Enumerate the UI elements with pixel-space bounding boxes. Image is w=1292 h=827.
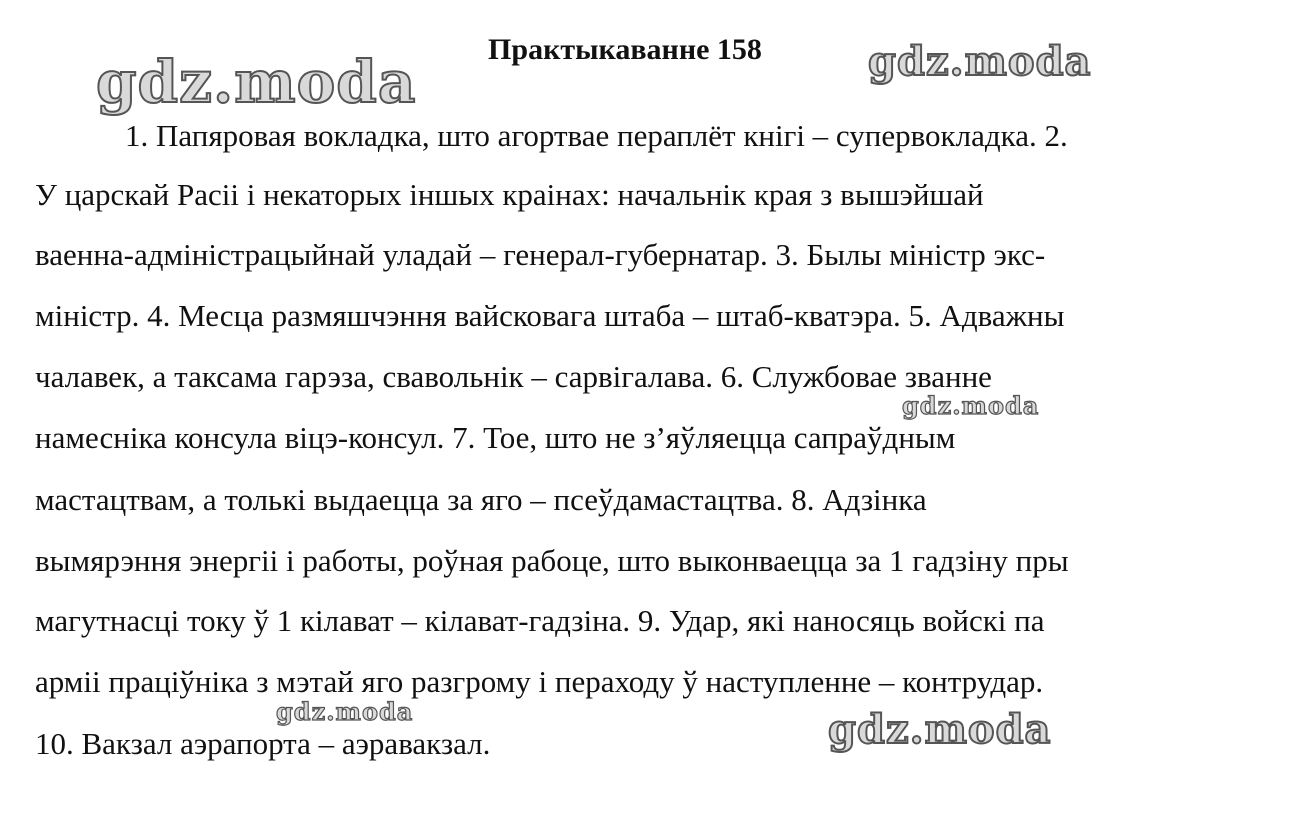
text-line-1: 1. Папяровая вокладка, што агортвае пераплёт кнігі – супервокладка. 2. [125, 118, 1068, 153]
watermark-top-right: gdz.moda [868, 38, 1092, 85]
text-line-3: ваенна-адміністрацыйнай уладай – генерал-губернатар. 3. Былы міністр экс- [35, 237, 1046, 272]
text-line-2: У царскай Расіі і некаторых іншых краінах: начальнік края з вышэйшай [35, 177, 984, 212]
text-line-11: 10. Вакзал аэрапорта – аэравакзал. [35, 726, 491, 761]
watermark-top-left: gdz.moda [96, 48, 417, 116]
text-line-7: мастацтвам, а толькі выдаецца за яго – псеўдамастацтва. 8. Адзінка [35, 482, 927, 517]
text-line-5: чалавек, а таксама гарэза, свавольнік – сарвігалава. 6. Службовае званне [35, 359, 992, 394]
text-line-6: намесніка консула віцэ-консул. 7. Тое, што не з’яўляецца сапраўдным [35, 420, 956, 455]
watermark-middle-right: gdz.moda [902, 391, 1040, 420]
text-line-10: арміі праціўніка з мэтай яго разгрому і пераходу ў наступленне – контрудар. [35, 664, 1044, 699]
watermark-bottom-right: gdz.moda [828, 706, 1052, 753]
watermark-bottom-left: gdz.moda [276, 697, 414, 726]
text-line-9: магутнасці току ў 1 кілават – кілават-гадзіна. 9. Удар, які наносяць войскі па [35, 603, 1045, 638]
page-title: Практыкаванне 158 [488, 33, 762, 66]
text-line-8: вымярэння энергіі і работы, роўная рабоце, што выконваецца за 1 гадзіну пры [35, 543, 1069, 578]
text-line-4: міністр. 4. Месца размяшчэння вайсковага штаба – штаб-кватэра. 5. Адважны [35, 298, 1065, 333]
